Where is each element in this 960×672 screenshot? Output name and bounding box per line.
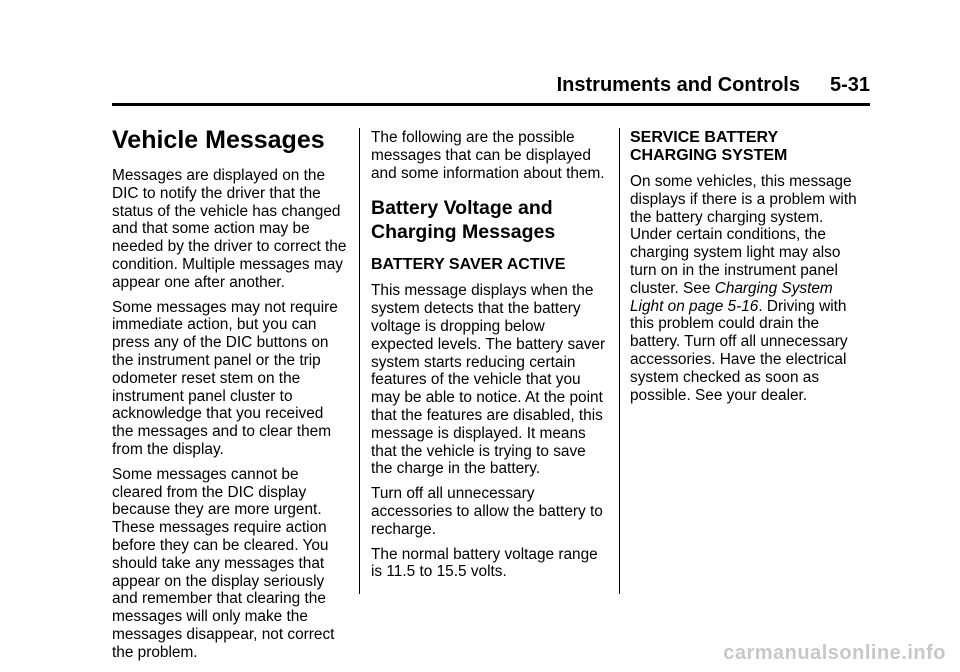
column-1 bbox=[112, 126, 348, 669]
column-3 bbox=[630, 129, 866, 411]
text: On some vehicles, this message displays if there is a problem with the battery charging system. Under certain conditions, the charging system light may also turn on in the instrument panel cluster. See bbox=[630, 173, 857, 297]
header-rule bbox=[112, 103, 870, 106]
column-divider bbox=[359, 128, 360, 594]
section-title: Instruments and Controls bbox=[556, 74, 800, 96]
paragraph: The following are the possible messages that can be displayed and some information about them. bbox=[371, 129, 605, 182]
column-2 bbox=[371, 129, 607, 588]
page-title: Vehicle Messages bbox=[112, 126, 325, 154]
cross-reference-link[interactable]: Charging System Light on page 5-16 bbox=[630, 279, 833, 315]
paragraph: Some messages may not require immediate action, but you can press any of the DIC buttons on the instrument panel or the trip odometer reset stem on the instrument panel cluster to acknowledge that you received the messages and to clear them from the display. bbox=[112, 298, 338, 458]
paragraph: Messages are displayed on the DIC to notify the driver that the status of the vehicle has changed and that some action may be needed by the driver to correct the condition. Multiple messages may appear one after another. bbox=[112, 167, 347, 291]
paragraph: The normal battery voltage range is 11.5 to 15.5 volts. bbox=[371, 545, 598, 581]
paragraph: Turn off all unnecessary accessories to allow the battery to recharge. bbox=[371, 485, 603, 538]
message-heading: SERVICE BATTERY CHARGING SYSTEM bbox=[630, 129, 788, 164]
paragraph: Some messages cannot be cleared from the DIC display because they are more urgent. These messages require action before they can be cleared. You should take any messages that appear on the display seriously and remember that clearing the messages will only make the messages disappear, not correct the problem. bbox=[112, 465, 335, 661]
text: . Driving with this problem could drain the battery. Turn off all unnecessary accessories. Have the electrical system checked as soon as possible. See your dealer. bbox=[630, 297, 848, 404]
page-header bbox=[112, 74, 870, 97]
paragraph bbox=[630, 173, 866, 404]
section-subtitle: Battery Voltage and Charging Messages bbox=[371, 197, 556, 244]
paragraph: This message displays when the system detects that the battery voltage is dropping below expected levels. The battery saver system starts reducing certain features of the vehicle that you may be able to notice. At the point that the features are disabled, this message is displayed. It means that the vehicle is trying to save the charge in the battery. bbox=[371, 282, 606, 478]
column-divider bbox=[619, 128, 620, 594]
message-heading: BATTERY SAVER ACTIVE bbox=[371, 256, 566, 274]
page-number: 5-31 bbox=[829, 74, 870, 96]
watermark: carmanualsonline.info bbox=[723, 642, 946, 664]
